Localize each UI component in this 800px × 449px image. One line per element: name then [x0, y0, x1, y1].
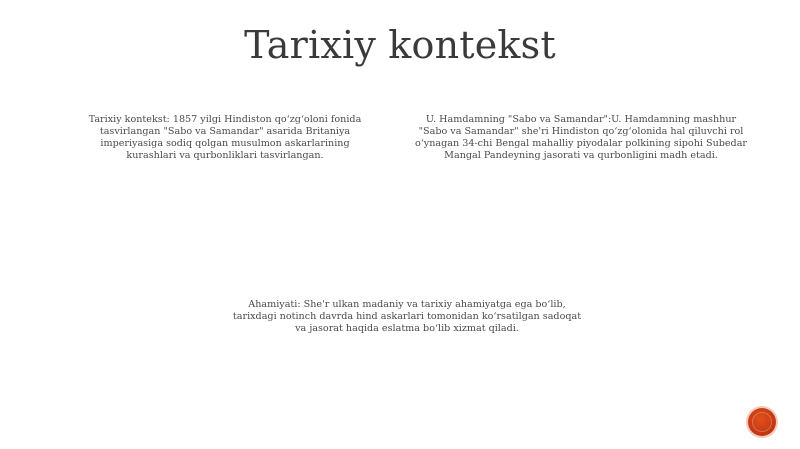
text-block-poem-description: U. Hamdamning "Sabo va Samandar":U. Hamdamning mashhur "Sabo va Samandar" she'ri Hindiston qo‘zg‘olonida hal qiluvchi rol o‘ynagan 34-chi Bengal mahalliy piyodalar polkining sipohi Subedar Mangal Pandeyning jasorati va qurbonligini madh etadi. — [414, 114, 748, 161]
text-block-historical-context: Tarixiy kontekst: 1857 yilgi Hindiston qo‘zg‘oloni fonida tasvirlangan "Sabo va Samandar" asarida Britaniya imperiyasiga sodiq qolgan musulmon askarlarining kurashlari va qurbonliklari tasvirlangan. — [88, 114, 362, 161]
circle-nav-icon — [752, 412, 772, 432]
next-slide-button[interactable] — [748, 408, 776, 436]
text-block-significance: Ahamiyati: She'r ulkan madaniy va tarixiy ahamiyatga ega bo‘lib, tarixdagi notinch davrda hind askarlari tomonidan ko‘rsatilgan sadoqat va jasorat haqida eslatma bo‘lib xizmat qiladi. — [232, 299, 582, 334]
slide-title: Tarixiy kontekst — [244, 23, 556, 67]
